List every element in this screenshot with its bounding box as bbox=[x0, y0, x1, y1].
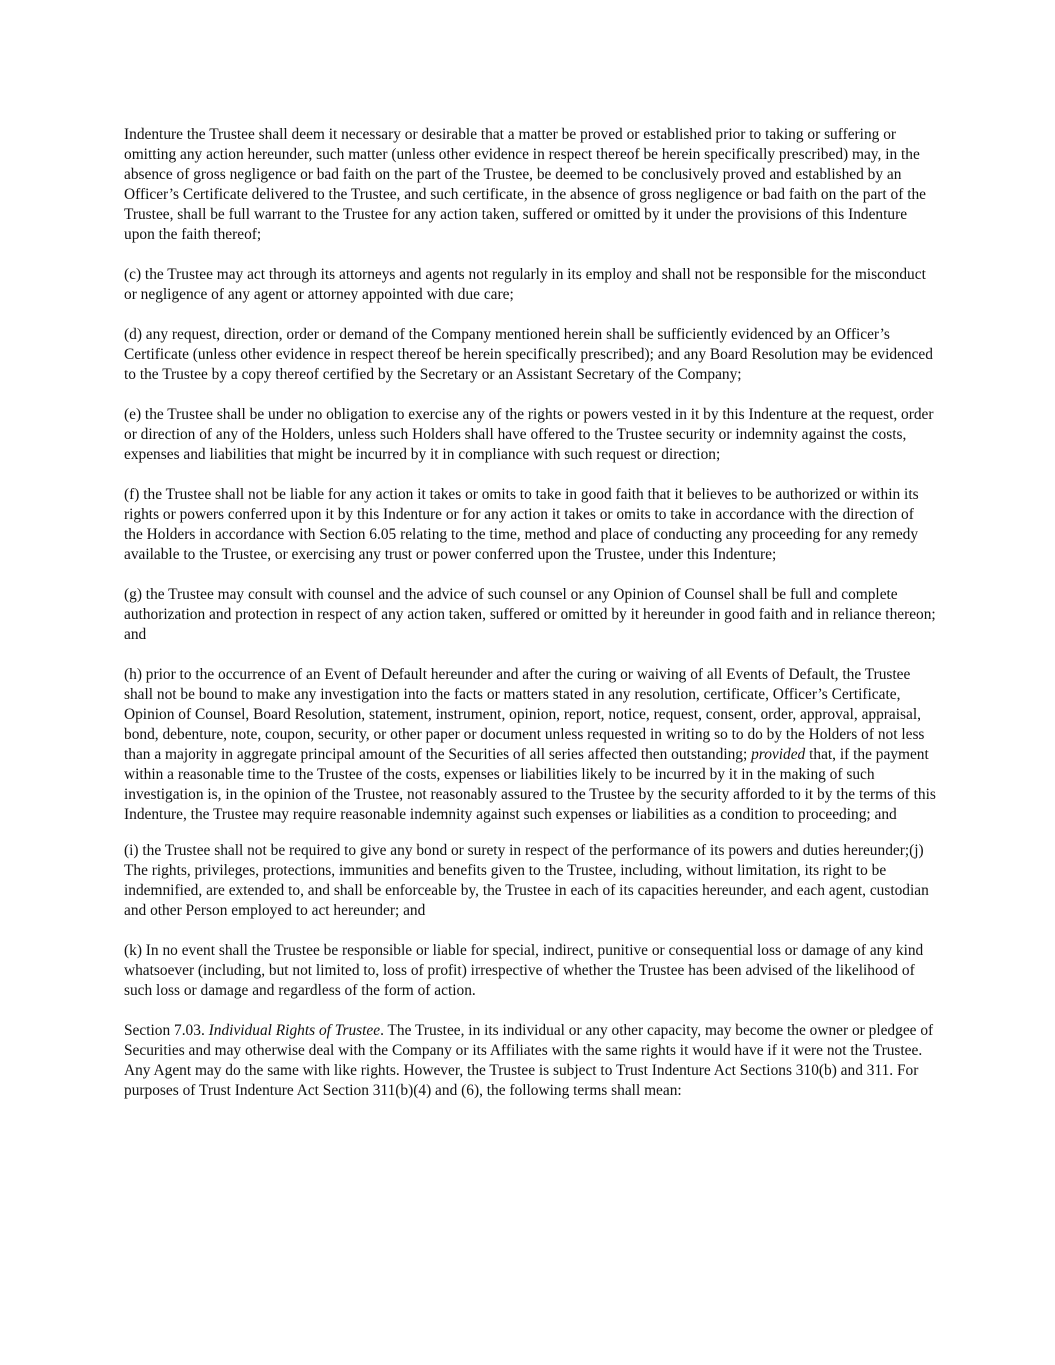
paragraph-c: (c) the Trustee may act through its attorneys and agents not regularly in its employ and shall not be responsible for the misconduct or negligence of any agent or attorney appointed with due care; bbox=[124, 266, 926, 303]
paragraph-d: (d) any request, direction, order or demand of the Company mentioned herein shall be sufficiently evidenced by an Officer’s Certificate (unless other evidence in respect thereof be herein specifically prescribed); and any Board Resolution may be evidenced to the Trustee by a copy thereof certified by the Secretary or an Assistant Secretary of the Company; bbox=[124, 326, 933, 383]
section-7-03-title: Individual Rights of Trustee bbox=[208, 1022, 381, 1039]
section-7-03 bbox=[124, 1021, 936, 1101]
paragraph-h-text-2: that, if the payment within a reasonable time to the Trustee of the costs, expenses or liabilities likely to be incurred by it in the making of such investigation is, in the opinion of the Trustee, not reasonably assured to the Trustee by the security afforded to it by the terms of this Indenture, the Trustee may require reasonable indemnity against such expenses or liabilities as a condition to proceeding; and bbox=[124, 746, 936, 823]
paragraph-f: (f) the Trustee shall not be liable for any action it takes or omits to take in good faith that it believes to be authorized or within its rights or powers conferred upon it by this Indenture or for any action it takes or omits to take in accordance with the direction of the Holders in accordance with Section 6.05 relating to the time, method and place of conducting any proceeding for any remedy available to the Trustee, or exercising any trust or power conferred upon the Trustee, under this Indenture; bbox=[124, 486, 919, 563]
paragraph-h-text-1: (h) prior to the occurrence of an Event of Default hereunder and after the curing or waiving of all Events of Default, the Trustee shall not be bound to make any investigation into the facts or matters stated in any resolution, certificate, Officer’s Certificate, Opinion of Counsel, Board Resolution, statement, instrument, opinion, report, notice, request, consent, order, approval, appraisal, bond, debenture, note, coupon, security, or other paper or document unless requested in writing so to do by the Holders of not less than a majority in aggregate principal amount of the Securities of all series affected then outstanding; bbox=[124, 666, 925, 763]
document-page bbox=[124, 125, 936, 1121]
section-7-03-body: . The Trustee, in its individual or any other capacity, may become the owner or pledgee of Securities and may otherwise deal with the Company or its Affiliates with the same rights it would have if it were not the Trustee. Any Agent may do the same with like rights. However, the Trustee is subject to Trust Indenture Act Sections 310(b) and 311. For purposes of Trust Indenture Act Section 311(b)(4) and (6), the following terms shall mean: bbox=[124, 1022, 934, 1099]
paragraph-h-provided: provided bbox=[751, 746, 806, 763]
section-7-03-number: Section 7.03. bbox=[124, 1022, 209, 1039]
paragraph-k: (k) In no event shall the Trustee be responsible or liable for special, indirect, punitive or consequential loss or damage of any kind whatsoever (including, but not limited to, loss of profit) irrespective of whether the Trustee has been advised of the likelihood of such loss or damage and regardless of the form of action. bbox=[124, 942, 924, 999]
paragraph-continuation: Indenture the Trustee shall deem it necessary or desirable that a matter be proved or established prior to taking or suffering or omitting any action hereunder, such matter (unless other evidence in respect thereof be herein specifically prescribed) may, in the absence of gross negligence or bad faith on the part of the Trustee, be deemed to be conclusively proved and established by an Officer’s Certificate delivered to the Trustee, and such certificate, in the absence of gross negligence or bad faith on the part of the Trustee, shall be full warrant to the Trustee for any action taken, suffered or omitted by it under the provisions of this Indenture upon the faith thereof; bbox=[124, 126, 927, 243]
paragraph-g: (g) the Trustee may consult with counsel and the advice of such counsel or any Opinion of Counsel shall be full and complete authorization and protection in respect of any action taken, suffered or omitted by it hereunder in good faith and in reliance thereon; and bbox=[124, 586, 936, 643]
paragraph-h bbox=[124, 665, 936, 825]
paragraph-i-j: (i) the Trustee shall not be required to give any bond or surety in respect of the performance of its powers and duties hereunder;(j) The rights, privileges, protections, immunities and benefits given to the Trustee, including, without limitation, its right to be indemnified, are extended to, and shall be enforceable by, the Trustee in each of its capacities hereunder, and each agent, custodian and other Person employed to act hereunder; and bbox=[124, 842, 929, 919]
paragraph-e: (e) the Trustee shall be under no obligation to exercise any of the rights or powers vested in it by this Indenture at the request, order or direction of any of the Holders, unless such Holders shall have offered to the Trustee security or indemnity against the costs, expenses and liabilities that might be incurred by it in compliance with such request or direction; bbox=[124, 406, 934, 463]
